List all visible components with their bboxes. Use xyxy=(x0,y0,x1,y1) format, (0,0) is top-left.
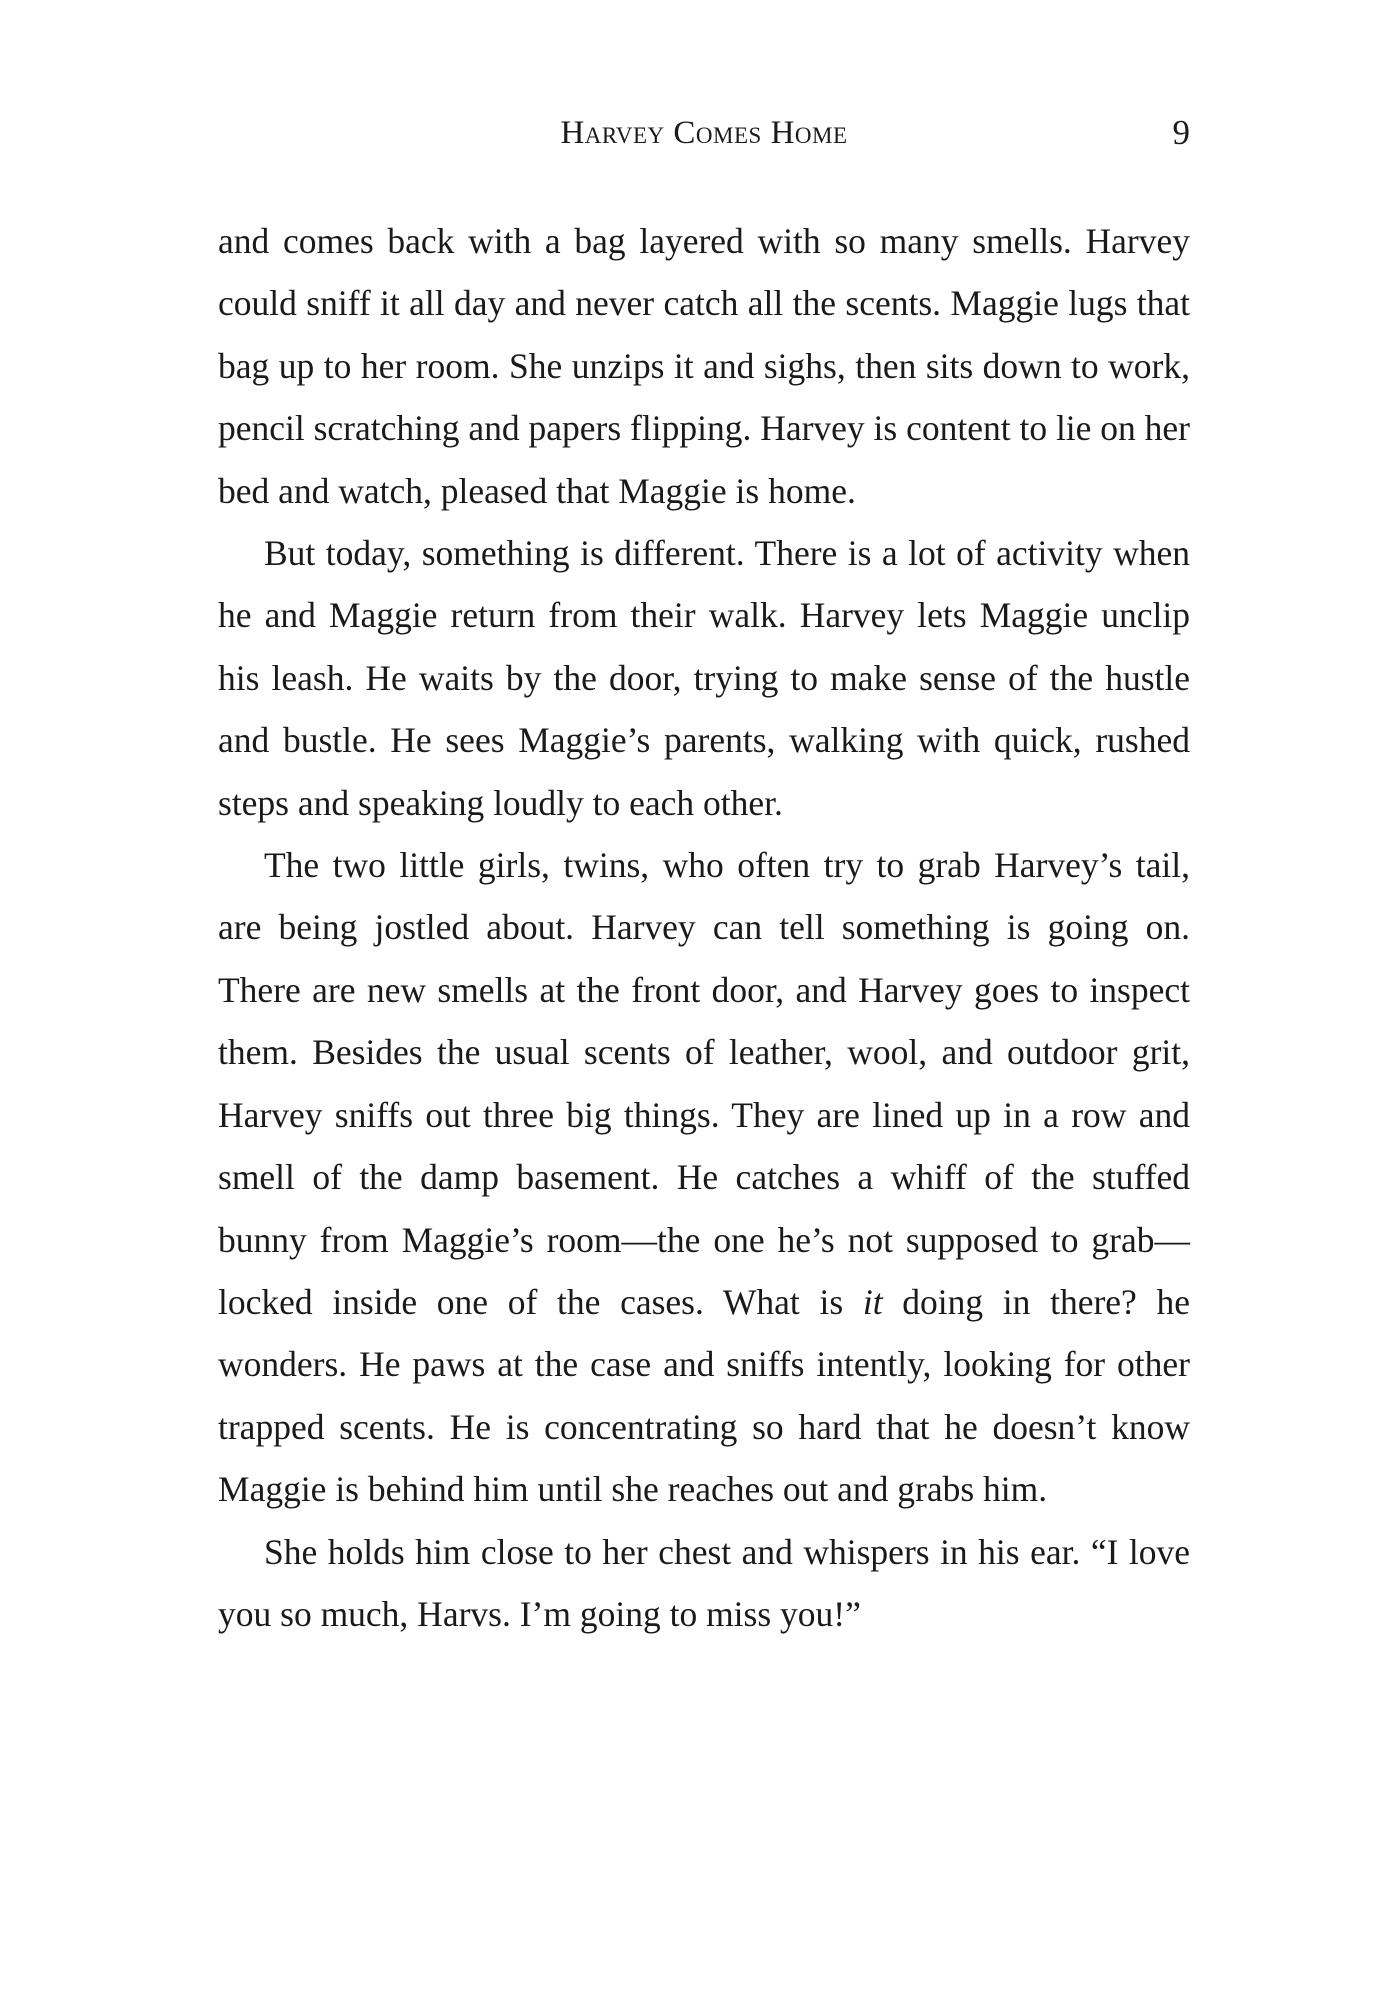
paragraph xyxy=(218,1521,1190,1646)
text-run: She holds him close to her chest and whispers in his ear. “I love you so much, Harvs. I’m going to miss you!” xyxy=(218,1531,1190,1634)
paragraph xyxy=(218,834,1190,1520)
text-run: doing in there? he wonders. He paws at the case and sniffs intently, looking for other trapped scents. He is concentrating so hard that he doesn’t know Maggie is behind him until she reaches out and grabs him. xyxy=(218,1281,1191,1510)
text-run: and comes back with a bag layered with so many smells. Harvey could sniff it all day and never catch all the scents. Maggie lugs that bag up to her room. She unzips it and sighs, then sits down to work, pencil scratching and papers flipping. Harvey is content to lie on her bed and watch, pleased that Maggie is home. xyxy=(218,221,1191,511)
paragraph xyxy=(218,210,1190,522)
body-text xyxy=(218,210,1190,1645)
page-number: 9 xyxy=(1172,113,1190,152)
paragraph xyxy=(218,522,1190,834)
italic-text: it xyxy=(862,1281,883,1322)
text-run: But today, something is different. There is a lot of activity when he and Maggie return from their walk. Harvey lets Maggie unclip his leash. He waits by the door, trying to make sense of the hustle and bustle. He sees Maggie’s parents, walking with quick, rushed steps and speaking loudly to each other. xyxy=(218,533,1190,823)
text-run: The two little girls, twins, who often try to grab Harvey’s tail, are being jostled about. Harvey can tell something is going on. There are new smells at the front door, and Harvey goes to inspect them. Besides the usual scents of leather, wool, and outdoor grit, Harvey sniffs out three big things. They are lined up in a row and smell of the damp basement. He catches a whiff of the stuffed bunny from Maggie’s room—the one he’s not supposed to grab—locked inside one of the cases. What is xyxy=(218,845,1190,1322)
running-head xyxy=(218,108,1190,158)
running-title: Harvey Comes Home xyxy=(560,115,848,151)
